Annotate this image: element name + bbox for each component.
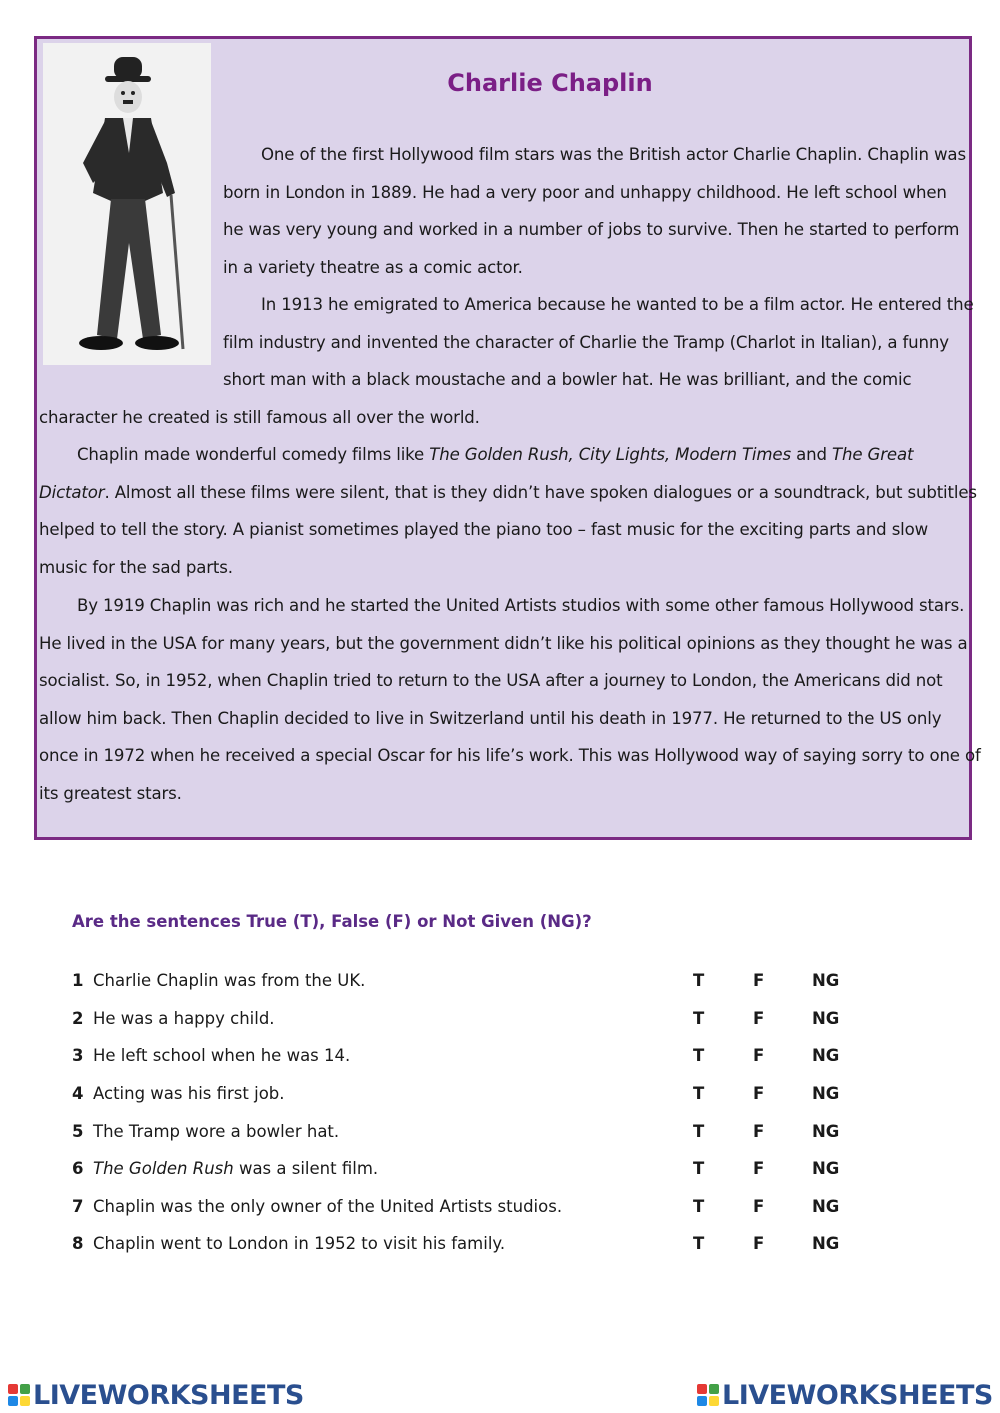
brand-name: LIVEWORKSHEETS (33, 1379, 304, 1411)
question-text: Chaplin went to London in 1952 to visit his family. (93, 1234, 506, 1253)
option-not-given[interactable]: NG (812, 1197, 840, 1216)
text-run: . Almost all these films were silent, that is they didn’t have spoken dialogues or a soundtrack, but subtitles (104, 482, 977, 502)
paragraph-line: he was very young and worked in a number of jobs to survive. Then he started to perform (223, 220, 960, 240)
paragraph-line: short man with a black moustache and a bowler hat. He was brilliant, and the comic (223, 370, 912, 390)
brand-name: LIVEWORKSHEETS (722, 1379, 993, 1411)
paragraph-line (39, 474, 977, 512)
paragraph-line: He lived in the USA for many years, but the government didn’t like his political opinions as they thought he was a (39, 633, 968, 653)
option-false[interactable]: F (753, 971, 765, 990)
paragraph-2-end (39, 399, 480, 437)
paragraph-3 (39, 436, 977, 586)
option-true[interactable]: T (693, 1197, 705, 1216)
question-number: 5 (72, 1122, 84, 1141)
question-number: 6 (72, 1159, 84, 1178)
option-not-given[interactable]: NG (812, 1159, 840, 1178)
question-text: Acting was his first job. (93, 1084, 285, 1103)
text-run: and (790, 445, 832, 464)
option-not-given[interactable]: NG (812, 971, 840, 990)
liveworksheets-logo-icon (697, 1384, 719, 1406)
question-row (72, 1229, 872, 1259)
option-not-given[interactable]: NG (812, 1046, 840, 1065)
question-row (72, 1192, 872, 1222)
question-number: 7 (72, 1197, 84, 1216)
text-run: was a silent film. (233, 1159, 379, 1178)
option-true[interactable]: T (693, 1159, 705, 1178)
option-false[interactable]: F (753, 1234, 765, 1253)
question-row (72, 1154, 872, 1184)
option-true[interactable]: T (693, 1046, 705, 1065)
paragraph-line: allow him back. Then Chaplin decided to live in Switzerland until his death in 1977. He returned to the US only (39, 708, 942, 728)
question-text: The Tramp wore a bowler hat. (93, 1122, 340, 1141)
paragraph-line: once in 1972 when he received a special Oscar for his life’s work. This was Hollywood way of saying sorry to one of (39, 746, 981, 766)
reading-box (34, 36, 981, 840)
paragraph-line: character he created is still famous all over the world. (39, 408, 480, 427)
option-not-given[interactable]: NG (812, 1084, 840, 1103)
question-text: Charlie Chaplin was from the UK. (93, 971, 366, 990)
paragraph-line: helped to tell the story. A pianist sometimes played the piano too – fast music for the exciting parts and slow (39, 520, 929, 540)
charlie-chaplin-photo (43, 43, 211, 365)
question-row (72, 1117, 872, 1147)
question-text: He left school when he was 14. (93, 1046, 351, 1065)
option-false[interactable]: F (753, 1159, 765, 1178)
question-text: He was a happy child. (93, 1009, 275, 1028)
paragraph-line: socialist. So, in 1952, when Chaplin tried to return to the USA after a journey to London, the Americans did not (39, 671, 943, 691)
paragraph-line: its greatest stars. (39, 783, 182, 803)
option-not-given[interactable]: NG (812, 1009, 840, 1028)
option-false[interactable]: F (753, 1084, 765, 1103)
option-false[interactable]: F (753, 1122, 765, 1141)
paragraph-line: born in London in 1889. He had a very poor and unhappy childhood. He left school when (223, 182, 947, 202)
questions-heading: Are the sentences True (T), False (F) or Not Given (NG)? (72, 912, 592, 931)
option-false[interactable]: F (753, 1197, 765, 1216)
reading-title: Charlie Chaplin (447, 69, 653, 97)
paragraph-line: In 1913 he emigrated to America because he wanted to be a film actor. He entered the (261, 295, 974, 314)
option-not-given[interactable]: NG (812, 1122, 840, 1141)
paragraph-line: film industry and invented the character of Charlie the Tramp (Charlot in Italian), a funny (223, 332, 949, 352)
paragraph-line: One of the first Hollywood film stars was the British actor Charlie Chaplin. Chaplin was (261, 145, 966, 164)
liveworksheets-logo-right (697, 1378, 993, 1412)
question-text: Chaplin was the only owner of the United Artists studios. (93, 1197, 563, 1216)
question-number: 2 (72, 1009, 84, 1028)
option-true[interactable]: T (693, 971, 705, 990)
paragraph-1 (223, 136, 966, 286)
paragraph-line: in a variety theatre as a comic actor. (223, 257, 523, 277)
question-number: 1 (72, 971, 84, 990)
question-text (93, 1154, 378, 1184)
question-row (72, 1041, 872, 1071)
option-true[interactable]: T (693, 1122, 705, 1141)
text-run: Chaplin made wonderful comedy films like (77, 445, 430, 464)
option-true[interactable]: T (693, 1009, 705, 1028)
question-row (72, 1004, 872, 1034)
film-title: The Golden Rush (93, 1159, 234, 1178)
chaplin-illustration (43, 43, 211, 365)
option-false[interactable]: F (753, 1046, 765, 1065)
question-number: 4 (72, 1084, 84, 1103)
film-titles: The Golden Rush, City Lights, Modern Times (429, 445, 791, 464)
paragraph-line: music for the sad parts. (39, 557, 233, 577)
liveworksheets-logo-icon (8, 1384, 30, 1406)
liveworksheets-logo-left (8, 1378, 304, 1412)
question-number: 3 (72, 1046, 84, 1065)
question-row (72, 966, 872, 996)
film-title: The Great (832, 445, 914, 464)
option-not-given[interactable]: NG (812, 1234, 840, 1253)
option-true[interactable]: T (693, 1084, 705, 1103)
paragraph-line: By 1919 Chaplin was rich and he started the United Artists studios with some other famous Hollywood stars. (77, 596, 965, 615)
option-false[interactable]: F (753, 1009, 765, 1028)
option-true[interactable]: T (693, 1234, 705, 1253)
film-title: Dictator (39, 482, 105, 502)
paragraph-line (39, 436, 977, 474)
question-number: 8 (72, 1234, 84, 1253)
paragraph-4 (39, 587, 981, 813)
question-row (72, 1079, 872, 1109)
paragraph-2 (223, 286, 974, 399)
